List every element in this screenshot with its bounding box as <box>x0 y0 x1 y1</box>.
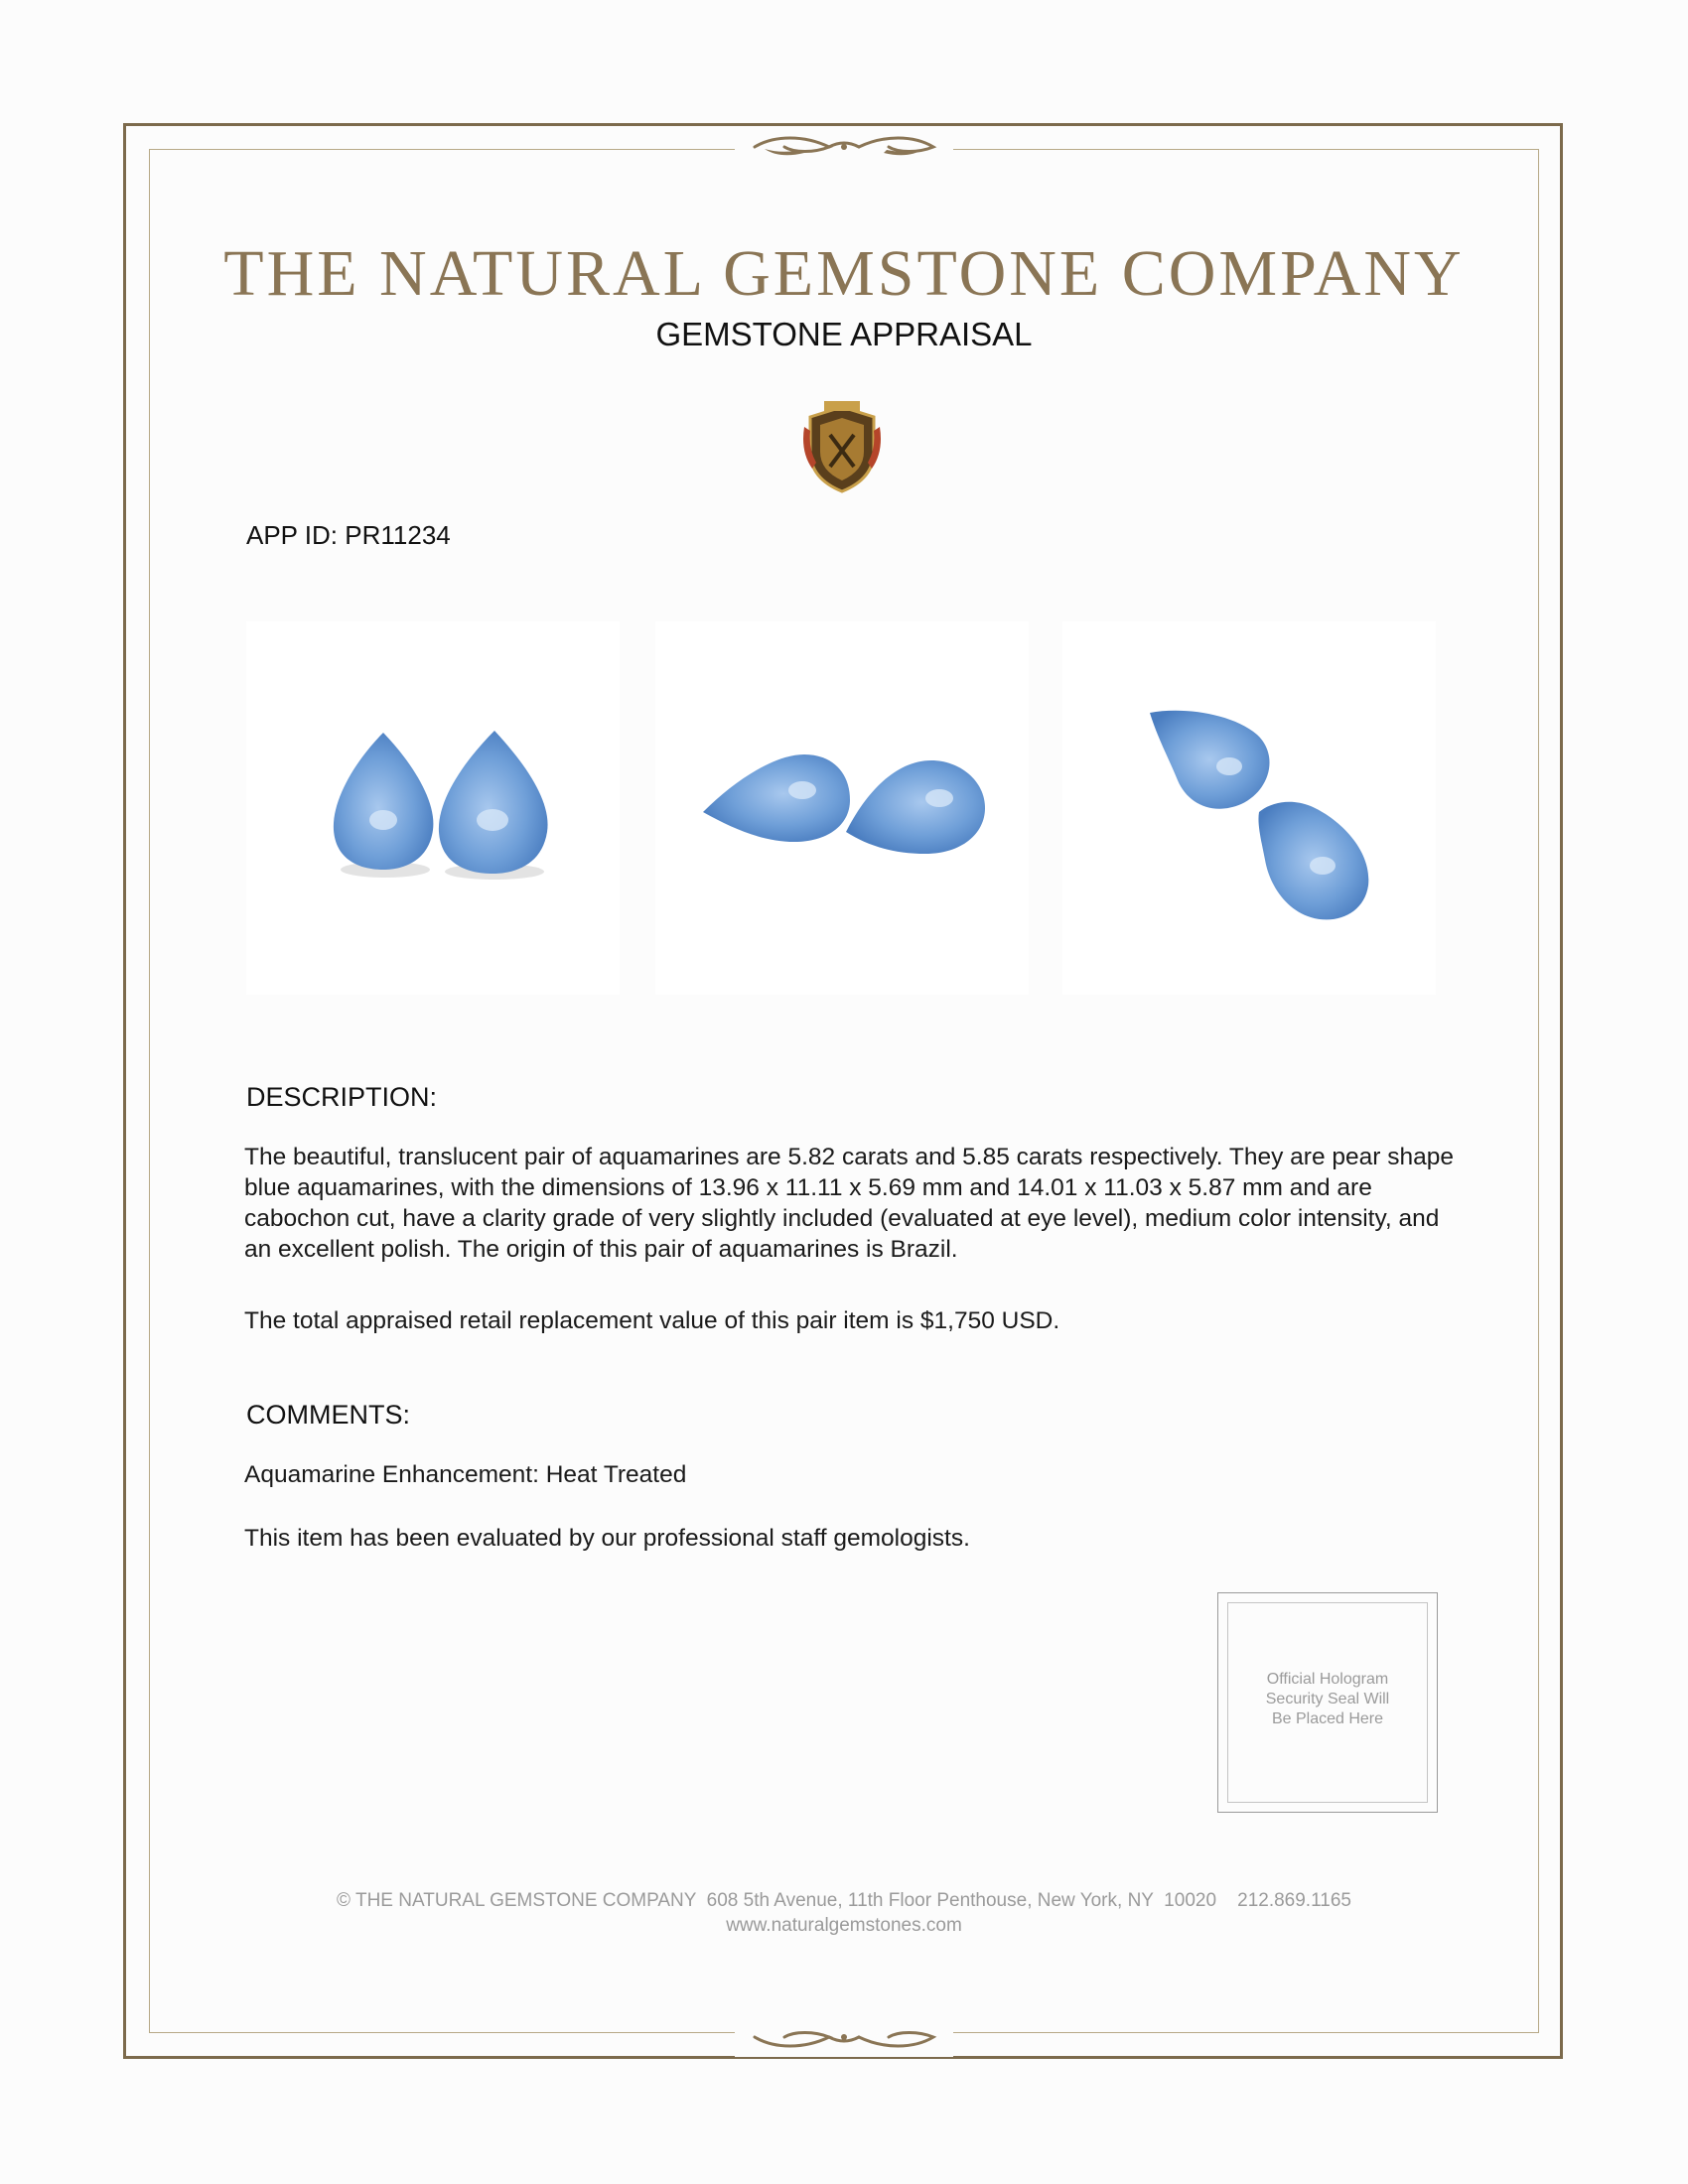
enhancement-comment: Aquamarine Enhancement: Heat Treated <box>244 1461 687 1488</box>
evaluation-comment: This item has been evaluated by our professional staff gemologists. <box>244 1525 970 1552</box>
document-title: GEMSTONE APPRAISAL <box>655 316 1033 352</box>
app-id-label: APP ID: <box>246 520 339 550</box>
seal-line-3: Be Placed Here <box>1271 1710 1384 1727</box>
top-ornament <box>735 127 953 167</box>
footer-website[interactable]: www.naturalgemstones.com <box>726 1915 962 1936</box>
app-id <box>246 520 451 551</box>
bottom-ornament <box>735 2017 953 2057</box>
crest-logo <box>802 397 882 496</box>
appraised-value: The total appraised retail replacement value of this pair item is $1,750 USD. <box>244 1307 1060 1334</box>
company-name: THE NATURAL GEMSTONE COMPANY <box>223 237 1465 310</box>
gem-photo-diagonal <box>1062 621 1436 995</box>
footer-address: © THE NATURAL GEMSTONE COMPANY 608 5th Avenue, 11th Floor Penthouse, New York, NY 10020 212.869.1165 <box>337 1890 1351 1911</box>
description-body: The beautiful, translucent pair of aquamarines are 5.82 carats and 5.85 carats respectively. They are pear shape blue aquamarines, with the dimensions of 13.96 x 11.11 x 5.69 mm and 14.01 x 11.03 x 5.87 mm and are cabochon cut, have a clarity grade of very slightly included (evaluated at eye level), medium color intensity, and an excellent polish. The origin of this pair of aquamarines is Brazil. <box>244 1144 1454 1263</box>
seal-line-2: Security Seal Will <box>1265 1691 1390 1707</box>
description-heading: DESCRIPTION: <box>246 1082 438 1112</box>
comments-heading: COMMENTS: <box>246 1400 410 1430</box>
app-id-value: PR11234 <box>345 520 451 550</box>
gem-photo-front <box>246 621 620 995</box>
hologram-seal-text <box>1227 1670 1428 1729</box>
gem-photo-side <box>655 621 1029 995</box>
seal-line-1: Official Hologram <box>1266 1671 1389 1688</box>
